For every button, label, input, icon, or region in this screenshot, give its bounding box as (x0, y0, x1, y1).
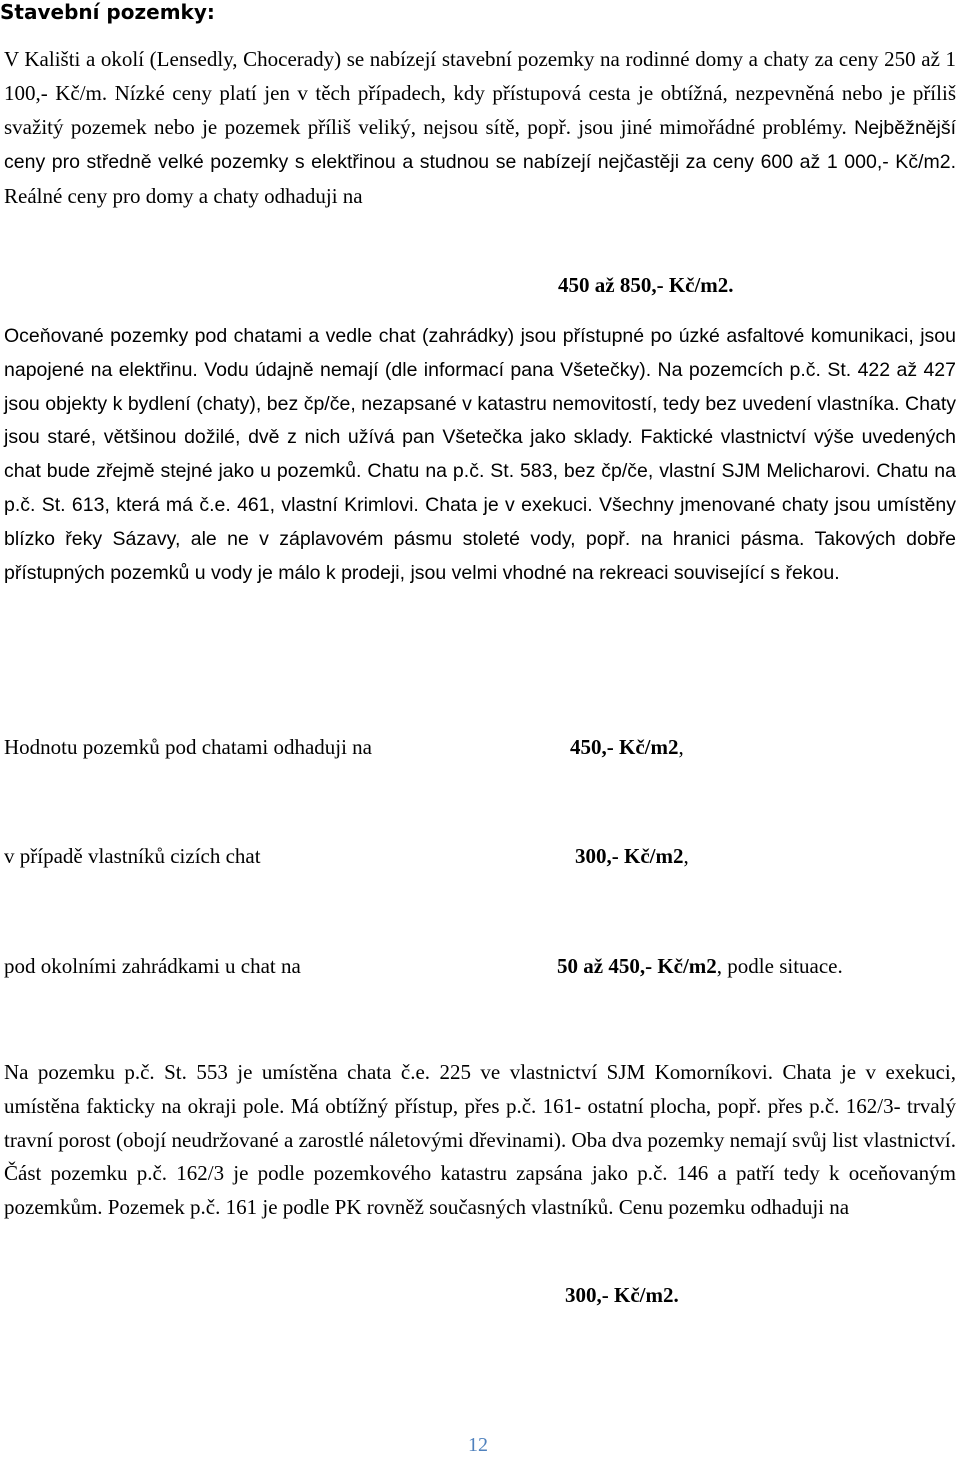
estimate-final: 300,- Kč/m2. (565, 1283, 679, 1307)
valuation-value-3 (557, 952, 843, 980)
valuation-label-2: v případě vlastníků cizích chat (4, 844, 261, 868)
page-number: 12 (468, 1434, 488, 1456)
intro-text-part3: Reálné ceny pro domy a chaty odhaduji na (4, 184, 363, 209)
valuation-suffix-2: , (683, 844, 689, 868)
valuation-label-1: Hodnotu pozemků pod chatami odhaduji na (4, 735, 373, 759)
intro-paragraph (4, 43, 956, 214)
valuation-value-2 (575, 842, 689, 870)
valuation-value-1 (570, 733, 684, 761)
valuation-suffix-1: , (678, 735, 684, 759)
valuation-amount-1: 450,- Kč/m2 (570, 735, 679, 759)
intro-text-part1: V Kališti a okolí (Lensedly, Chocerady) se nabízejí stavební pozemky na rodinné domy a chaty za ceny 250 až 1 100,- Kč/m. Nízké ceny platí jen v těch případech, kdy přístupová cesta je obtížná, nezpevněná nebo je příliš svažitý pozemek nebo je pozemek příliš veliký, nejsou sítě, popř. jsou jiné mimořádné problémy. (4, 47, 956, 139)
estimate-main: 450 až 850,- Kč/m2. (558, 273, 734, 297)
section-heading: Stavební pozemky: (0, 0, 215, 24)
valuation-label-3: pod okolními zahrádkami u chat na (4, 954, 301, 978)
komornik-paragraph: Na pozemku p.č. St. 553 je umístěna chata č.e. 225 ve vlastnictví SJM Komorníkovi. Chata je v exekuci, umístěna fakticky na okraji pole. Má obtížný přístup, přes p.č. 161- ostatní plocha, popř. přes p.č. 162/3- trvalý travní porost (obojí neudržované a zarostlé náletovými dřevinami). Oba dva pozemky nemají svůj list vlastnictví. Část pozemku p.č. 162/3 je podle pozemkového katastru zapsána jako p.č. 146 a patří tedy k oceňovaným pozemkům. Pozemek p.č. 161 je podle PK rovněž současných vlastníků. Cenu pozemku odhaduji na (4, 1060, 956, 1220)
valuation-suffix-3: , podle situace. (716, 954, 843, 978)
valuation-amount-3: 50 až 450,- Kč/m2 (557, 954, 717, 978)
chaty-paragraph: Oceňované pozemky pod chatami a vedle chat (zahrádky) jsou přístupné po úzké asfaltové komunikaci, jsou napojené na elektřinu. Vodu údajně nemají (dle informací pana Všetečky). Na pozemcích p.č. St. 422 až 427 jsou objekty k bydlení (chaty), bez čp/če, nezapsané v katastru nemovitostí, tedy bez uvedení vlastníka. Chaty jsou staré, většinou dožilé, dvě z nich užívá pan Všetečka jako sklady. Faktické vlastnictví výše uvedených chat bude zřejmě stejné jako u pozemků. Chatu na p.č. St. 583, bez čp/če, vlastní SJM Melicharovi. Chatu na p.č. St. 613, která má č.e. 461, vlastní Krimlovi. Chata je v exekuci. Všechny jmenované chaty jsou umístěny blízko řeky Sázavy, ale ne v záplavovém pásmu stoleté vody, popř. na hranici pásma. Takových dobře přístupných pozemků u vody je málo k prodeji, jsou velmi vhodné na rekreaci související s řekou. (4, 325, 956, 584)
valuation-amount-2: 300,- Kč/m2 (575, 844, 684, 868)
intro-text-part2: Nejběžnější ceny pro středně velké pozemky s elektřinou a studnou se nabízejí nejčastěji za ceny 600 až 1 000,- Kč/m2. (4, 116, 957, 174)
